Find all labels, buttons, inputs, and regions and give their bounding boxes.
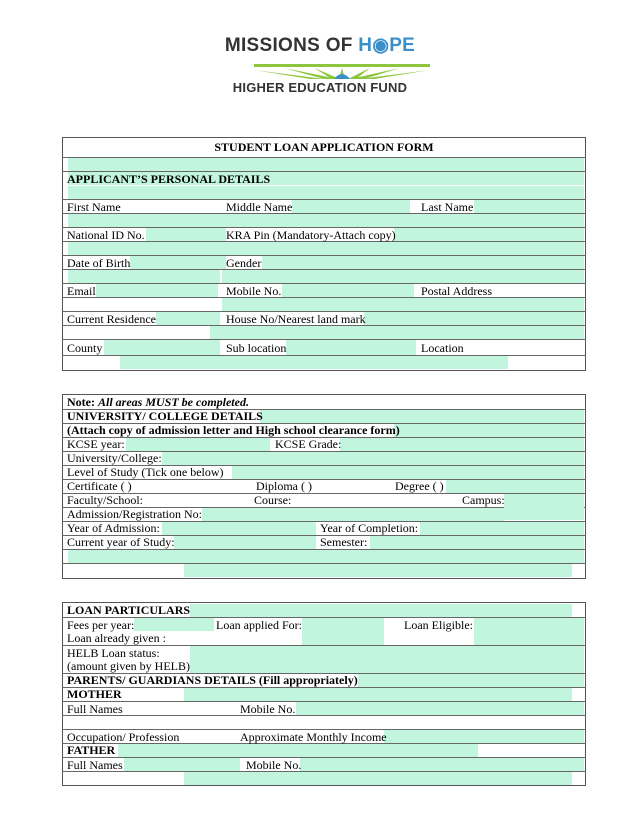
attach-instructions: (Attach copy of admission letter and High school clearance form)	[67, 423, 400, 437]
admission-no-label: Admission/Registration No:	[67, 507, 202, 521]
loan-heading: LOAN PARTICULARS	[67, 603, 191, 617]
note	[67, 395, 249, 409]
course-label: Course:	[254, 493, 292, 507]
year-completion-input[interactable]	[420, 522, 584, 535]
sunrise-rays-icon	[254, 58, 430, 80]
house-no-input[interactable]	[364, 312, 584, 325]
logo-text-pe: PE	[389, 35, 416, 56]
university-college-input[interactable]	[162, 452, 584, 465]
kra-pin-label: KRA Pin (Mandatory-Attach copy)	[226, 228, 396, 242]
year-admission-input[interactable]	[162, 522, 316, 535]
father-names-label: Full Names	[67, 758, 123, 772]
mother-heading: MOTHER	[67, 687, 122, 701]
kcse-grade-input[interactable]	[340, 438, 584, 451]
year-admission-label: Year of Admission:	[67, 521, 160, 535]
heading-fill	[394, 424, 584, 437]
university-heading: UNIVERSITY/ COLLEGE DETAILS	[67, 409, 263, 423]
father-mobile-label: Mobile No.	[246, 758, 302, 772]
campus-label: Campus:	[462, 493, 505, 507]
heading-fill	[184, 688, 572, 701]
father-mobile-input[interactable]	[300, 758, 584, 771]
blank-row-fill[interactable]	[222, 298, 584, 311]
last-name-input[interactable]	[474, 200, 584, 213]
middle-name-label: Middle Name	[226, 200, 293, 214]
fees-per-year-label: Fees per year:	[67, 618, 135, 632]
degree-fill[interactable]	[446, 480, 584, 493]
mobile-label: Mobile No.	[226, 284, 282, 298]
residence-input[interactable]	[156, 312, 220, 325]
parents-heading: PARENTS/ GUARDIANS DETAILS (Fill appropriately)	[67, 673, 358, 687]
logo-title	[0, 34, 640, 57]
sub-location-input[interactable]	[286, 340, 416, 355]
house-no-label: House No/Nearest land mark	[226, 312, 366, 326]
blank-row-fill[interactable]	[68, 158, 584, 171]
mother-mobile-input[interactable]	[296, 702, 584, 715]
loan-applied-label: Loan applied For:	[216, 618, 302, 632]
degree-checkbox[interactable]: Degree ( )	[395, 479, 444, 493]
residence-label: Current Residence	[67, 312, 156, 326]
helb-amount-label: (amount given by HELB)	[67, 659, 190, 673]
blank-row-fill[interactable]	[210, 326, 584, 339]
mobile-input[interactable]	[282, 284, 414, 297]
heading-fill	[260, 410, 584, 423]
semester-label: Semester:	[320, 535, 368, 549]
heading-fill	[358, 674, 584, 687]
father-names-input[interactable]	[124, 758, 240, 771]
heading-fill	[118, 744, 478, 757]
blank-row-fill[interactable]	[184, 772, 572, 785]
level-of-study-fill[interactable]	[232, 466, 584, 479]
helb-status-label: HELB Loan status:	[67, 646, 160, 660]
blank-row-fill[interactable]	[68, 550, 584, 563]
email-input[interactable]	[96, 284, 218, 297]
gender-input[interactable]	[262, 256, 584, 269]
mother-mobile-label: Mobile No.	[240, 702, 296, 716]
blank-row-fill[interactable]	[68, 186, 584, 199]
helb-status-input[interactable]	[190, 646, 584, 673]
kcse-year-input[interactable]	[126, 438, 270, 451]
current-year-input[interactable]	[174, 536, 316, 549]
level-of-study-label: Level of Study (Tick one below)	[67, 465, 224, 479]
logo-text-h: H	[358, 35, 373, 56]
gender-label: Gender	[226, 256, 262, 270]
sub-location-label: Sub location	[226, 341, 287, 355]
blank-row-fill[interactable]	[120, 356, 508, 369]
heading-fill	[190, 604, 572, 617]
logo-text-missions: MISSIONS OF	[224, 35, 359, 56]
faculty-label: Faculty/School:	[67, 493, 143, 507]
mother-occupation-label: Occupation/ Profession	[67, 730, 180, 744]
personal-details-heading: APPLICANT’S PERSONAL DETAILS	[67, 172, 271, 186]
father-heading: FATHER	[67, 743, 116, 757]
university-college-label: University/College:	[67, 451, 162, 465]
kcse-year-label: KCSE year:	[67, 437, 125, 451]
dob-input[interactable]	[130, 256, 226, 269]
note-text: All areas MUST be completed.	[97, 395, 249, 409]
mother-income-input[interactable]	[384, 730, 584, 743]
blank-row-fill[interactable]	[68, 214, 584, 227]
diploma-checkbox[interactable]: Diploma ( )	[256, 479, 312, 493]
form-title: STUDENT LOAN APPLICATION FORM	[214, 140, 434, 154]
certificate-checkbox[interactable]: Certificate ( )	[67, 479, 132, 493]
blank-row-fill[interactable]	[68, 242, 584, 255]
mother-names-label: Full Names	[67, 702, 123, 716]
blank-row-fill[interactable]	[222, 270, 584, 283]
loan-applied-input[interactable]	[302, 618, 384, 645]
logo-o-icon: ◉	[372, 35, 390, 56]
current-year-label: Current year of Study:	[67, 535, 175, 549]
county-label: County	[67, 341, 103, 355]
loan-eligible-input[interactable]	[474, 618, 584, 645]
year-completion-label: Year of Completion:	[320, 521, 419, 535]
logo-subtitle: HIGHER EDUCATION FUND	[232, 80, 408, 95]
county-input[interactable]	[104, 340, 220, 355]
first-name-label: First Name	[67, 200, 121, 214]
postal-address-label: Postal Address	[421, 284, 493, 298]
blank-row-fill[interactable]	[184, 564, 572, 577]
last-name-label: Last Name	[421, 200, 474, 214]
middle-name-input[interactable]	[292, 200, 410, 213]
loan-already-label: Loan already given :	[67, 631, 166, 645]
mother-income-label: Approximate Monthly Income	[240, 730, 387, 744]
semester-input[interactable]	[370, 536, 584, 549]
blank-row-fill[interactable]	[68, 270, 220, 283]
campus-input[interactable]	[504, 494, 584, 520]
admission-no-input[interactable]	[202, 508, 504, 521]
national-id-input[interactable]	[146, 228, 226, 241]
kra-pin-input[interactable]	[394, 228, 584, 241]
location-label: Location	[421, 341, 464, 355]
kcse-grade-label: KCSE Grade:	[275, 437, 342, 451]
note-label: Note:	[67, 395, 95, 409]
email-label: Email	[67, 284, 96, 298]
dob-label: Date of Birth	[67, 256, 131, 270]
national-id-label: National ID No.	[67, 228, 145, 242]
fees-per-year-input[interactable]	[134, 618, 214, 631]
loan-eligible-label: Loan Eligible:	[404, 618, 473, 632]
